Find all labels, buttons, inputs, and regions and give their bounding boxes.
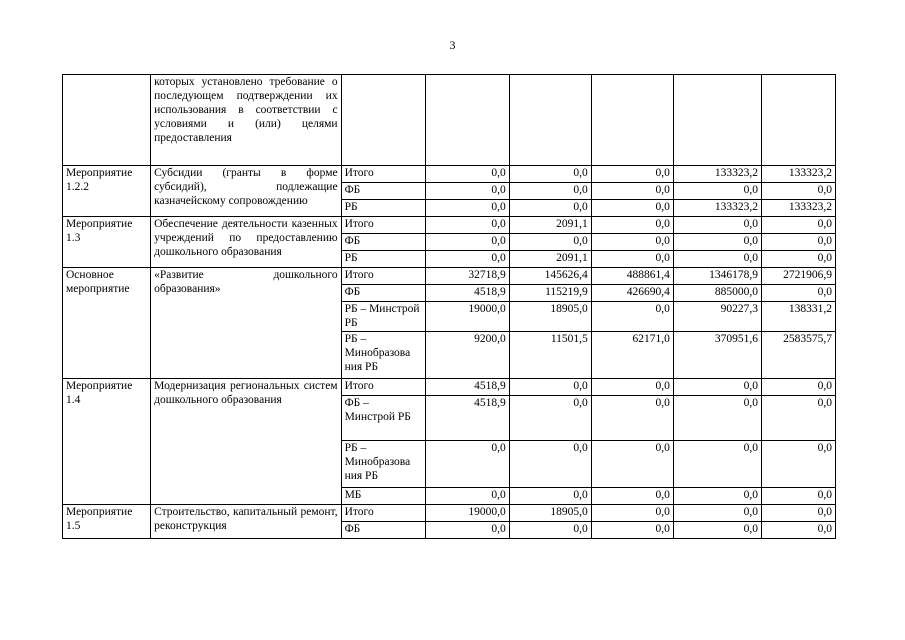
funding-source: ФБ xyxy=(341,183,425,200)
funding-value: 0,0 xyxy=(425,234,509,251)
funding-value: 0,0 xyxy=(591,379,673,396)
funding-value: 18905,0 xyxy=(509,505,591,522)
page-number: 3 xyxy=(449,38,456,52)
funding-value: 885000,0 xyxy=(673,285,761,302)
funding-value: 0,0 xyxy=(761,396,835,441)
activity-code: Мероприятие 1.4 xyxy=(63,379,151,505)
funding-value: 0,0 xyxy=(761,488,835,505)
funding-value: 0,0 xyxy=(425,183,509,200)
funding-row xyxy=(63,505,836,522)
funding-value: 133323,2 xyxy=(761,166,835,183)
funding-source: РБ xyxy=(341,200,425,217)
value-cell xyxy=(591,75,673,166)
funding-source: ФБ xyxy=(341,234,425,251)
funding-value: 2721906,9 xyxy=(761,268,835,285)
funding-value: 0,0 xyxy=(673,522,761,539)
funding-value: 32718,9 xyxy=(425,268,509,285)
funding-value: 0,0 xyxy=(509,183,591,200)
activity-description: Субсидии (гранты в форме субсидий), подлежащие казначейскому сопровождению xyxy=(151,166,341,217)
funding-value: 0,0 xyxy=(591,251,673,268)
funding-source: Итого xyxy=(341,268,425,285)
funding-value: 0,0 xyxy=(591,217,673,234)
funding-value: 0,0 xyxy=(591,302,673,332)
funding-value: 115219,9 xyxy=(509,285,591,302)
activity-code: Мероприятие 1.3 xyxy=(63,217,151,268)
value-cell xyxy=(509,75,591,166)
funding-source: РБ – Минобразова ния РБ xyxy=(341,441,425,488)
funding-value: 0,0 xyxy=(761,183,835,200)
funding-value: 0,0 xyxy=(673,234,761,251)
activity-description: «Развитие дошкольного образования» xyxy=(151,268,341,379)
funding-value: 0,0 xyxy=(425,166,509,183)
funding-source: Итого xyxy=(341,379,425,396)
funding-value: 90227,3 xyxy=(673,302,761,332)
funding-row xyxy=(63,217,836,234)
funding-value: 0,0 xyxy=(509,234,591,251)
funding-value: 0,0 xyxy=(509,379,591,396)
funding-value: 370951,6 xyxy=(673,332,761,379)
funding-value: 0,0 xyxy=(509,441,591,488)
budget-table xyxy=(62,74,836,539)
funding-row xyxy=(63,379,836,396)
funding-value: 0,0 xyxy=(591,488,673,505)
funding-value: 138331,2 xyxy=(761,302,835,332)
funding-value: 0,0 xyxy=(425,522,509,539)
funding-value: 19000,0 xyxy=(425,505,509,522)
funding-source: ФБ xyxy=(341,522,425,539)
funding-value: 9200,0 xyxy=(425,332,509,379)
funding-value: 4518,9 xyxy=(425,379,509,396)
funding-value: 0,0 xyxy=(425,441,509,488)
value-cell xyxy=(425,75,509,166)
funding-value: 1346178,9 xyxy=(673,268,761,285)
funding-value: 0,0 xyxy=(673,379,761,396)
funding-value: 0,0 xyxy=(673,251,761,268)
funding-value: 0,0 xyxy=(509,488,591,505)
funding-row xyxy=(63,268,836,285)
activity-description: Обеспечение деятельности казенных учреждений по предоставлению дошкольного образования xyxy=(151,217,341,268)
funding-value: 0,0 xyxy=(673,183,761,200)
funding-value: 4518,9 xyxy=(425,396,509,441)
funding-value: 488861,4 xyxy=(591,268,673,285)
funding-source-cell xyxy=(341,75,425,166)
funding-value: 0,0 xyxy=(591,505,673,522)
funding-source: Итого xyxy=(341,217,425,234)
funding-source: ФБ – Минстрой РБ xyxy=(341,396,425,441)
funding-source: РБ – Минобразова ния РБ xyxy=(341,332,425,379)
funding-value: 0,0 xyxy=(591,183,673,200)
funding-value: 0,0 xyxy=(673,396,761,441)
funding-value: 0,0 xyxy=(673,217,761,234)
activity-description: Модернизация региональных систем дошкольного образования xyxy=(151,379,341,505)
funding-source: Итого xyxy=(341,505,425,522)
value-cell xyxy=(673,75,761,166)
value-cell xyxy=(761,75,835,166)
funding-value: 2091,1 xyxy=(509,217,591,234)
funding-value: 0,0 xyxy=(761,251,835,268)
funding-value: 0,0 xyxy=(761,505,835,522)
funding-value: 0,0 xyxy=(673,488,761,505)
funding-source: МБ xyxy=(341,488,425,505)
funding-value: 0,0 xyxy=(591,166,673,183)
activity-code: Основное мероприятие xyxy=(63,268,151,379)
funding-value: 0,0 xyxy=(761,441,835,488)
funding-value: 0,0 xyxy=(761,217,835,234)
funding-value: 2583575,7 xyxy=(761,332,835,379)
funding-value: 0,0 xyxy=(761,522,835,539)
funding-value: 0,0 xyxy=(425,488,509,505)
funding-value: 0,0 xyxy=(673,441,761,488)
funding-value: 62171,0 xyxy=(591,332,673,379)
funding-value: 0,0 xyxy=(425,251,509,268)
activity-code-cell xyxy=(63,75,151,166)
funding-value: 0,0 xyxy=(673,505,761,522)
funding-value: 133323,2 xyxy=(673,166,761,183)
activity-code: Мероприятие 1.2.2 xyxy=(63,166,151,217)
funding-value: 133323,2 xyxy=(673,200,761,217)
funding-row xyxy=(63,166,836,183)
funding-value: 133323,2 xyxy=(761,200,835,217)
funding-value: 0,0 xyxy=(425,200,509,217)
funding-value: 0,0 xyxy=(509,200,591,217)
funding-value: 0,0 xyxy=(761,379,835,396)
funding-value: 0,0 xyxy=(591,200,673,217)
funding-value: 0,0 xyxy=(761,285,835,302)
funding-value: 0,0 xyxy=(509,166,591,183)
funding-value: 145626,4 xyxy=(509,268,591,285)
funding-value: 0,0 xyxy=(509,522,591,539)
funding-value: 0,0 xyxy=(591,522,673,539)
funding-source: РБ xyxy=(341,251,425,268)
budget-table-body xyxy=(63,75,836,539)
continuation-row xyxy=(63,75,836,166)
funding-source: ФБ xyxy=(341,285,425,302)
funding-value: 4518,9 xyxy=(425,285,509,302)
funding-value: 0,0 xyxy=(591,396,673,441)
funding-value: 11501,5 xyxy=(509,332,591,379)
funding-value: 0,0 xyxy=(761,234,835,251)
funding-value: 0,0 xyxy=(591,441,673,488)
funding-value: 18905,0 xyxy=(509,302,591,332)
funding-source: РБ – Минстрой РБ xyxy=(341,302,425,332)
activity-description: которых установлено требование о последующем подтверждении их использования в соответствии с условиями и (или) целями предоставления xyxy=(151,75,341,166)
funding-value: 426690,4 xyxy=(591,285,673,302)
funding-value: 2091,1 xyxy=(509,251,591,268)
funding-value: 0,0 xyxy=(509,396,591,441)
activity-description: Строительство, капитальный ремонт, реконструкция xyxy=(151,505,341,539)
funding-value: 0,0 xyxy=(425,217,509,234)
funding-value: 0,0 xyxy=(591,234,673,251)
funding-value: 19000,0 xyxy=(425,302,509,332)
funding-source: Итого xyxy=(341,166,425,183)
activity-code: Мероприятие 1.5 xyxy=(63,505,151,539)
